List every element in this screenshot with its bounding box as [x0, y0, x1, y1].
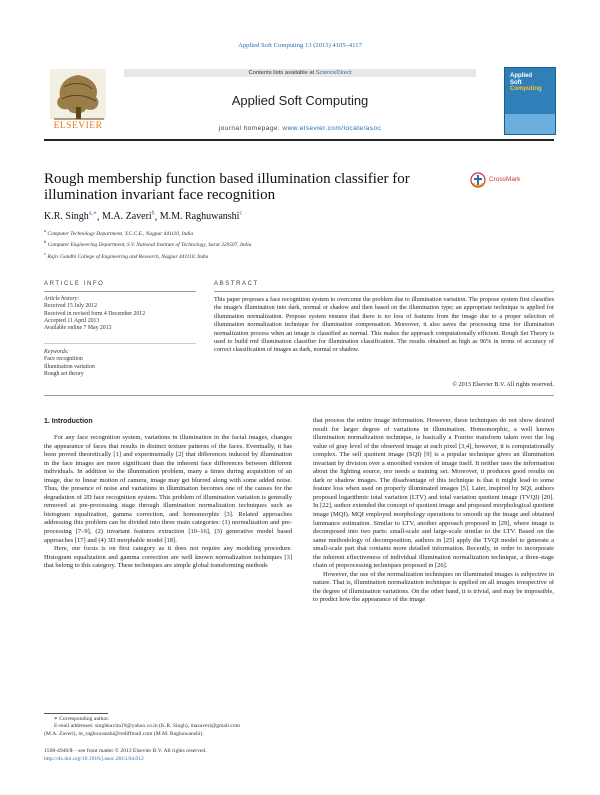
contents-band [124, 69, 476, 77]
email-addresses[interactable]: E-mail addresses: singhkavita19@yahoo.co.in (K.R. Singh), mazaveri@gmail.com [54, 723, 240, 730]
abstract-heading: ABSTRACT [214, 281, 259, 287]
footnote-divider [44, 713, 108, 714]
abstract-end-divider [44, 395, 554, 396]
intro-paragraph-1: For any face recognition system, variations in illumination in the facial images, changes the appearance of faces that results in distinct texture patterns of the faces. Eventually, it has been proved theoretically [1] and experimentally [2] that differences induced by illumination in the face images are more significant than the inherent face differences between different individuals. In addition to the illumination problem, many a times during acquisition of an image, due to linear motion of camera, image may get blurred along with some added noise. Thus, the presence of noise and variations in illumination becomes one of the causes for the degradation of 2D face recognition system. This problem of illumination variation is generally removed at pre-processing stage through illumination normalization techniques such as histogram equalization, gamma correction, and homomorphic [3]. Related approaches addressing this problem can be divided into three main categories: (1) normalization and pre-processing [7–9], (2) invariant features extraction [10–16], (3) generative model based approaches [17] and (4) 3D morphable model [18]. [44, 434, 292, 544]
keyword-item: Face recognition [44, 356, 83, 363]
affiliation-sup: c [44, 250, 46, 256]
journal-header [44, 53, 554, 135]
abstract-divider [214, 291, 554, 292]
crossmark-badge[interactable] [470, 172, 554, 190]
copyright-notice: © 2013 Elsevier B.V. All rights reserved. [452, 381, 554, 388]
homepage-link[interactable]: www.elsevier.com/locate/asoc [282, 125, 382, 132]
issn-line: 1568-4946/$ – see front matter © 2013 Elsevier B.V. All rights reserved. [44, 748, 207, 754]
author-name: M.A. Zaveri [101, 211, 152, 223]
crossmark-icon [470, 172, 486, 188]
journal-homepage [124, 125, 476, 132]
intro-paragraph-2: Here, our focus is on first category as it does not require any modeling procedure. Histogram equalization and gamma correction are well known normalization techniques [3] that belong to this category. These techniques are simple global transforming methods [44, 545, 292, 570]
author-name: M.M. Raghuwanshi [159, 211, 240, 223]
crossmark-label: CrossMark [489, 176, 521, 183]
author-1[interactable] [44, 211, 97, 222]
info-divider [44, 291, 196, 292]
cover-band [505, 114, 555, 134]
author-2[interactable] [102, 211, 155, 222]
cover-line-1: Applied [510, 73, 532, 79]
keywords-label: Keywords: [44, 349, 69, 355]
article-history [44, 296, 196, 332]
author-sup[interactable]: b [151, 211, 155, 217]
journal-cover-thumbnail [504, 67, 556, 135]
publisher-name: ELSEVIER [53, 121, 103, 131]
intro-paragraph-3: that process the entire image information. However, these techniques do not show desired result for larger degree of variations in illumination. Homomorphic, a well known illumination normalization technique, is basically a Fourier transform taken over the log value of gray level of the observed image at each pixel [3,4], however, it is computationally complex. The self quotient image (SQI) [9] is a popular technique gives an illumination invariant by division over a smoothed version of image itself. It neither uses the information about the lighting source, nor needs a training set. Moreover, it produces good results on dark or shadow images. The disadvantage of this technique is that it might lead to some feature loss when used on properly illuminated images [5]. Later, inspired by SQI, authors proposed logarithmic total variation (LTV) and total variation quotient image (TVQI) [20]. In [22], author extended the concept of quotient image and proposed morphological quotient image (MQI). MQI employed morphology operations to smooth up the image and obtained luminance estimation. Similar to LTV, another approach proposed in [29], where image is decomposed into two parts: small-scale and large-scale similar to the LTV. Based on the same methodology of decomposition, authors in [25] apply the TVQI model to generate a small-scale part that contains more detailed information. Recently, in order to incorporate the inherent effectiveness of individual illumination normalization technique, a three-stage chain of preprocessing techniques proposed in [26]. [313, 417, 554, 570]
history-received: Received 15 July 2012 [44, 303, 97, 310]
affiliation-sup: b [44, 239, 47, 245]
corresponding-author-note: ∗ Corresponding author. [54, 716, 110, 722]
header-divider [44, 139, 554, 141]
keyword-item: Rough set theory [44, 370, 84, 377]
intro-left-column [44, 434, 292, 571]
abstract-text: This paper proposes a face recognition system to overcome the problem due to illumination variation. The propose system first classifies the image's illumination into dark, normal or shadow and then based on the illumination type; an appropriate technique is applied for illumination normalization. Propose system ensures that there is no loss of features from the image due to a proper selection of illumination normalization technique for illumination compensation. Moreover, it also saves the processing time for illumination normalization process when an image is classified as normal. This makes the approach computationally efficient. Rough Set Theory is used to build rmf illumination classifier for illumination classification. The results obtained as high as 96% in terms of accuracy of correct classification of images as dark, normal or shadow. [214, 296, 554, 354]
history-online: Available online 7 May 2013 [44, 325, 112, 332]
affiliation-a [44, 227, 554, 238]
author-sup[interactable]: c [239, 211, 243, 217]
affiliation-sup: a [44, 228, 46, 233]
affiliations [44, 227, 554, 261]
footnote [44, 716, 292, 738]
cover-title [510, 73, 542, 93]
article-info-heading: ARTICLE INFO [44, 281, 105, 287]
elsevier-logo [44, 67, 124, 137]
affiliation-text: Computer Engineering Department, S.V. National Institute of Technology, Surat 329507, India [47, 242, 252, 249]
history-divider [44, 343, 196, 344]
section-heading-introduction: 1. Introduction [44, 418, 93, 425]
history-revised: Received in revised form 4 December 2012 [44, 310, 146, 317]
affiliation-text: Computer Technology Department, Y.C.C.E., Nagpur 441110, India [47, 230, 194, 237]
sciencedirect-link[interactable]: ScienceDirect [315, 70, 352, 76]
homepage-label: journal homepage: [218, 125, 283, 132]
contents-prefix: Contents lists available at [248, 70, 316, 76]
cover-line-3: Computing [510, 86, 542, 92]
intro-right-column [313, 417, 554, 605]
affiliation-text: Rajiv Gandhi College of Engineering and Research, Nagpur 441110, India [47, 253, 209, 260]
doi-text[interactable]: http://dx.doi.org/10.1016/j.asoc.2013.04.012 [44, 756, 144, 762]
keyword-item: Illumination variation [44, 363, 95, 370]
history-accepted: Accepted 11 April 2013 [44, 317, 100, 324]
author-3[interactable] [160, 211, 242, 222]
affiliation-b [44, 238, 554, 249]
email-addresses-cont[interactable]: (M.A. Zaveri), m_raghuwanshi@rediffmail.com (M.M. Raghuwanshi). [44, 730, 204, 737]
intro-paragraph-4: However, the use of the normalization techniques on illuminated images is subjective in nature. That is, illumination normalization technique is applied on all images irrespective of the degree of illumination variations. On the other hand, it is trivial, and may be impossible, to predict how the appearance of the image [313, 570, 554, 604]
cover-line-2: Soft [510, 79, 522, 86]
author-sup[interactable]: a,∗ [88, 211, 97, 217]
doi-link[interactable] [44, 756, 344, 763]
author-name: K.R. Singh [44, 211, 89, 223]
author-list: K.R. Singh$^{a,∗}$, M.A. Zaveri$^b$, M.M. Raghuwanshi$^c$ [44, 211, 243, 223]
journal-name: Applied Soft Computing [231, 93, 369, 108]
affiliation-c [44, 250, 554, 261]
history-label: Article history: [44, 296, 80, 302]
journal-reference[interactable]: Applied Soft Computing 13 (2013) 4105–4117 [238, 42, 362, 49]
keywords [44, 349, 196, 378]
article-title: Rough membership function based illumination classifier for illumination invariant face recognition [44, 171, 410, 203]
